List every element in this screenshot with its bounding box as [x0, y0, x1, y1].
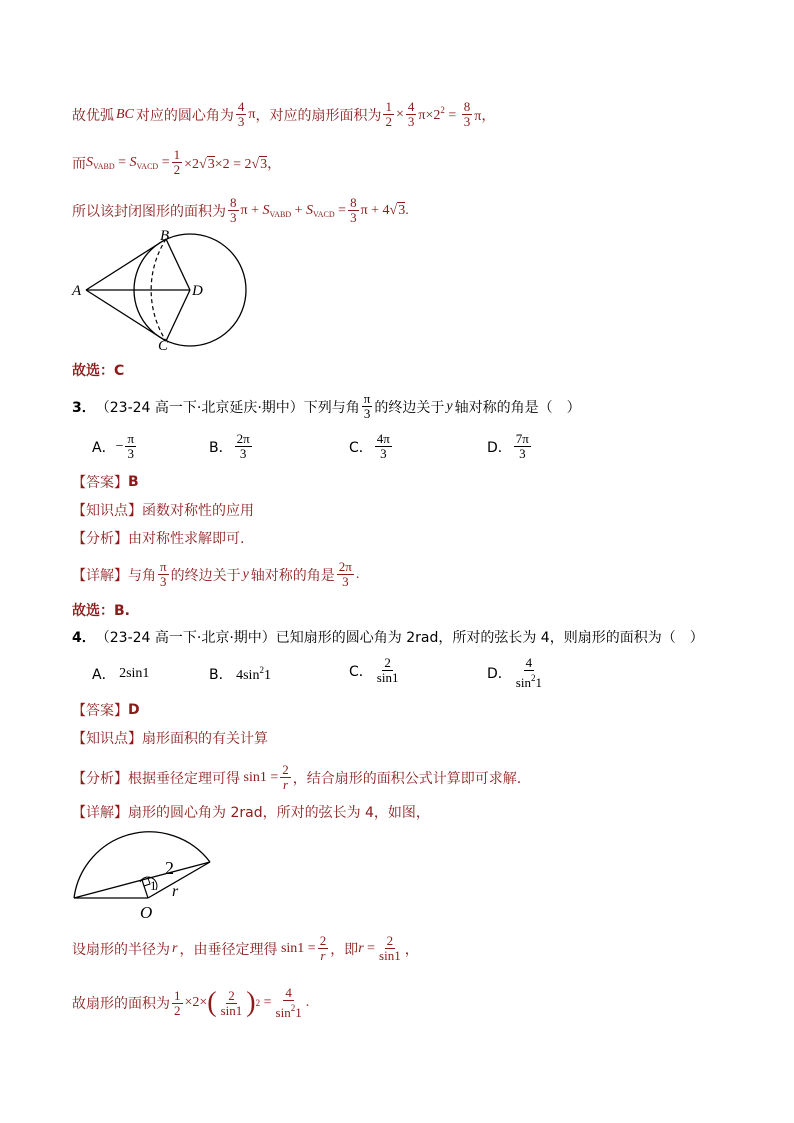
arc-bc: BC [116, 106, 134, 122]
q3-stem: 3． （23-24 高一下·北京延庆·期中） 下列与角 $\frac{\pi}{3}$ 的终边关于 y 轴对称的角是（ ） [72, 391, 581, 421]
answer-q2: 故选：C [72, 363, 125, 379]
q4-line-1: 设扇形的半径为 r ，由垂径定理得 sin1 = $\frac{2}{r}$ ，即 r = $\frac{2}{\sin 1}$ ， [72, 933, 419, 963]
label-o: O [140, 903, 153, 922]
q3-answer: 【答案】 B [72, 474, 139, 491]
figure-circle-abd [68, 228, 258, 356]
q4-stem: 4． （23-24 高一下·北京·期中） 已知扇形的圆心角为 2rad，所对的弦长为 4，则扇形的面积为（ ） [72, 630, 704, 646]
q4-answer: 【答案】 D [72, 702, 140, 719]
intro-line-3: 所以该封闭图形的面积为 $\frac{8}{3}$ $\pi + S_{VABD} + S_{VACD}$ = $\frac{8}{3}$ π + 4√3. [72, 195, 409, 225]
intro-line-2: 而 $S_{VABD} = S_{VACD}$ = $\frac{1}{2}$ ×2√3×2 = 2√3， [72, 147, 282, 177]
label-a: A [72, 283, 82, 299]
label-c: C [158, 338, 169, 354]
q4-analysis: 【分析】 根据垂径定理可得 sin1 = $\frac{2}{r}$ ，结合扇形的面积公式计算即可求解. [72, 762, 522, 792]
q4-line-2: 故扇形的面积为 $\frac{1}{2}$ ×2× ( $\frac{2}{\sin 1}$ ) 2 = $\frac{4}{\sin^21}$ . [72, 985, 310, 1020]
q4-knowledge: 【知识点】 扇形面积的有关计算 [72, 731, 268, 747]
q3-option-b[interactable]: B． $\frac{2\pi}{3}$ [209, 431, 250, 461]
label-r: r [172, 883, 179, 900]
q4-option-a[interactable]: A． 2sin1 [92, 666, 150, 683]
label-d: D [192, 283, 203, 299]
q3-option-c[interactable]: C． $\frac{4\pi}{3}$ [349, 431, 390, 461]
frac-4-3: $\frac{4}{3}$ [237, 99, 245, 129]
figure-sector [68, 826, 216, 922]
q3-knowledge: 【知识点】 函数对称性的应用 [72, 503, 254, 519]
label-b: B [160, 228, 170, 244]
q4-option-b[interactable]: B． $4\sin^21$ [209, 664, 271, 683]
label-one: 1 [150, 878, 157, 893]
label-two: 2 [165, 858, 174, 878]
intro-line-1: 故优弧 BC 对应的圆心角为 $\frac{4}{3}$ π ，对应的扇形面积为 $\frac{1}{2}$ × $\frac{4}{3}$ $\pi\times 2^2$ = $\frac{8}{3}$ π， [72, 99, 496, 129]
q3-analysis: 【分析】 由对称性求解即可. [72, 531, 245, 547]
q3-detail: 【详解】 与角 $\frac{\pi}{3}$ 的终边关于 y 轴对称的角是 $\frac{2\pi}{3}$ . [72, 559, 360, 589]
q3-option-d[interactable]: D． $\frac{7\pi}{3}$ [487, 431, 529, 461]
q3-option-a[interactable]: A． − $\frac{\pi}{3}$ [92, 431, 135, 461]
q4-detail: 【详解】 扇形的圆心角为 2rad，所对的弦长为 4，如图， [72, 805, 430, 821]
q4-option-c[interactable]: C． $\frac{2}{\sin 1}$ [349, 655, 399, 685]
q3-final: 故选：B. [72, 603, 130, 619]
q4-option-d[interactable]: D． $\frac{4}{\sin^21}$ [487, 655, 542, 690]
